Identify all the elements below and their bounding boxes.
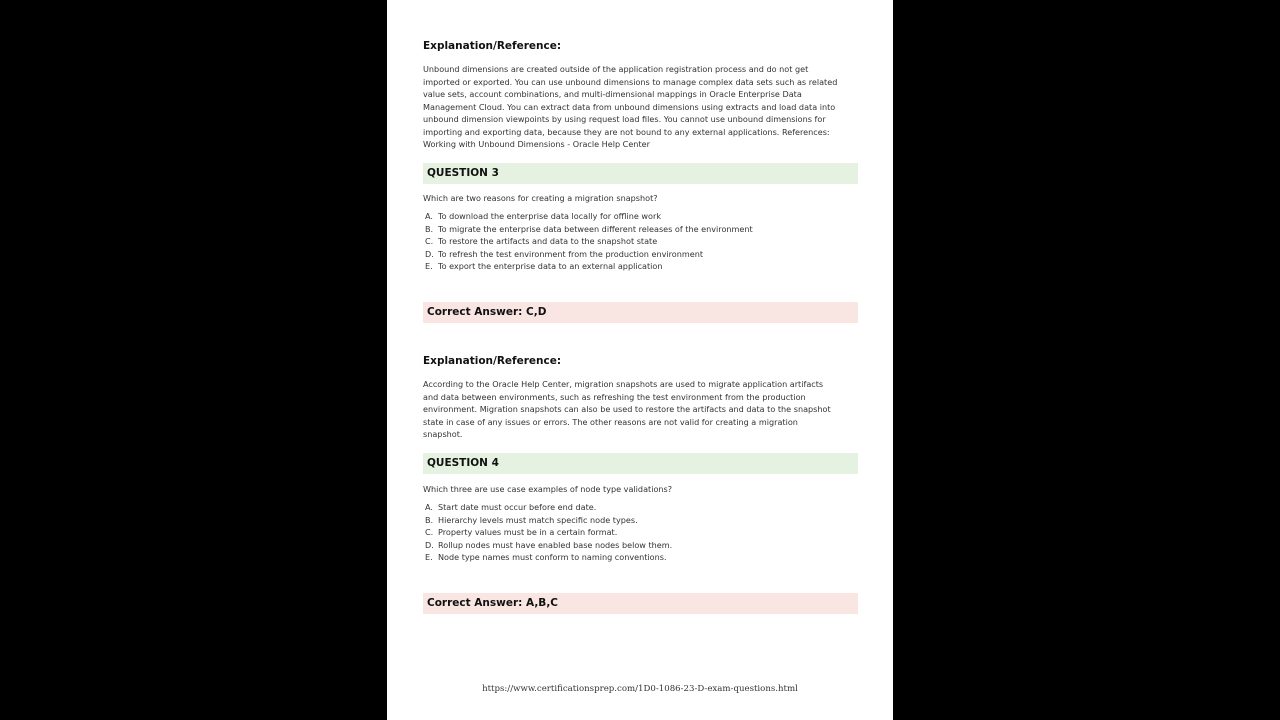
option-letter: A. xyxy=(425,211,433,221)
option-text: Node type names must conform to naming conventions. xyxy=(438,552,667,563)
option-text: To restore the artifacts and data to the snapshot state xyxy=(438,236,658,247)
option-letter: B. xyxy=(425,514,434,525)
explanation-heading: Explanation/Reference: xyxy=(423,355,562,367)
explanation-paragraph xyxy=(423,63,859,151)
explanation-line: state in case of any issues or errors. The other reasons are not valid for creating a migration xyxy=(423,416,798,427)
option-b xyxy=(425,514,672,527)
footer-url[interactable]: https://www.certificationsprep.com/1D0-1086-23-D-exam-questions.html xyxy=(482,684,798,694)
option-letter: E. xyxy=(425,261,433,272)
question-3-text: Which are two reasons for creating a migration snapshot? xyxy=(423,193,658,203)
question-3-options xyxy=(425,210,753,273)
option-letter: D. xyxy=(425,539,434,550)
option-text: To refresh the test environment from the production environment xyxy=(438,248,704,259)
option-letter: D. xyxy=(425,248,434,259)
explanation-line: imported or exported. You can use unbound dimensions to manage complex data sets such as related xyxy=(423,76,838,87)
option-e xyxy=(425,551,672,564)
explanation-line: According to the Oracle Help Center, migration snapshots are used to migrate application artifacts xyxy=(423,379,824,389)
option-d xyxy=(425,248,753,261)
question-3-header: QUESTION 3 xyxy=(423,163,858,184)
explanation-heading: Explanation/Reference: xyxy=(423,40,562,52)
option-c xyxy=(425,235,753,248)
option-text: To migrate the enterprise data between different releases of the environment xyxy=(438,223,753,234)
option-e xyxy=(425,260,753,273)
option-text: To export the enterprise data to an external application xyxy=(438,261,663,272)
explanation-line: Working with Unbound Dimensions - Oracle Help Center xyxy=(423,139,650,149)
option-letter: C. xyxy=(425,236,434,247)
option-d xyxy=(425,539,672,552)
explanation-line: Management Cloud. You can extract data from unbound dimensions using extracts and load data into xyxy=(423,101,836,112)
explanation-line: value sets, account combinations, and multi-dimensional mappings in Oracle Enterprise Data xyxy=(423,89,802,99)
option-text: Property values must be in a certain format. xyxy=(438,527,618,538)
option-text: Hierarchy levels must match specific node types. xyxy=(438,514,638,525)
explanation-line: snapshot. xyxy=(423,429,463,439)
question-4-header: QUESTION 4 xyxy=(423,453,858,474)
explanation-paragraph xyxy=(423,378,859,441)
option-a xyxy=(425,210,753,223)
option-text: Rollup nodes must have enabled base nodes below them. xyxy=(438,539,673,550)
explanation-line: importing and exporting data, because they are not bound to any external applications. References: xyxy=(423,126,830,137)
question-4-options xyxy=(425,501,672,564)
question-4-correct-answer: Correct Answer: A,B,C xyxy=(423,593,858,614)
explanation-line: Unbound dimensions are created outside of the application registration process and do not get xyxy=(423,64,809,74)
question-4-text: Which three are use case examples of node type validations? xyxy=(423,484,673,494)
explanation-line: environment. Migration snapshots can also be used to restore the artifacts and data to the snapshot xyxy=(423,404,831,414)
explanation-line: unbound dimension viewpoints by using request load files. You cannot use unbound dimensions for xyxy=(423,114,826,124)
option-b xyxy=(425,223,753,236)
option-letter: E. xyxy=(425,552,433,563)
document-page xyxy=(387,0,893,720)
question-3-correct-answer: Correct Answer: C,D xyxy=(423,302,858,323)
option-c xyxy=(425,526,672,539)
option-text: To download the enterprise data locally for offline work xyxy=(438,211,661,221)
explanation-line: and data between environments, such as refreshing the test environment from the production xyxy=(423,391,806,402)
option-a xyxy=(425,501,672,514)
option-letter: B. xyxy=(425,223,434,234)
option-text: Start date must occur before end date. xyxy=(438,502,597,512)
option-letter: A. xyxy=(425,502,433,512)
option-letter: C. xyxy=(425,527,434,538)
